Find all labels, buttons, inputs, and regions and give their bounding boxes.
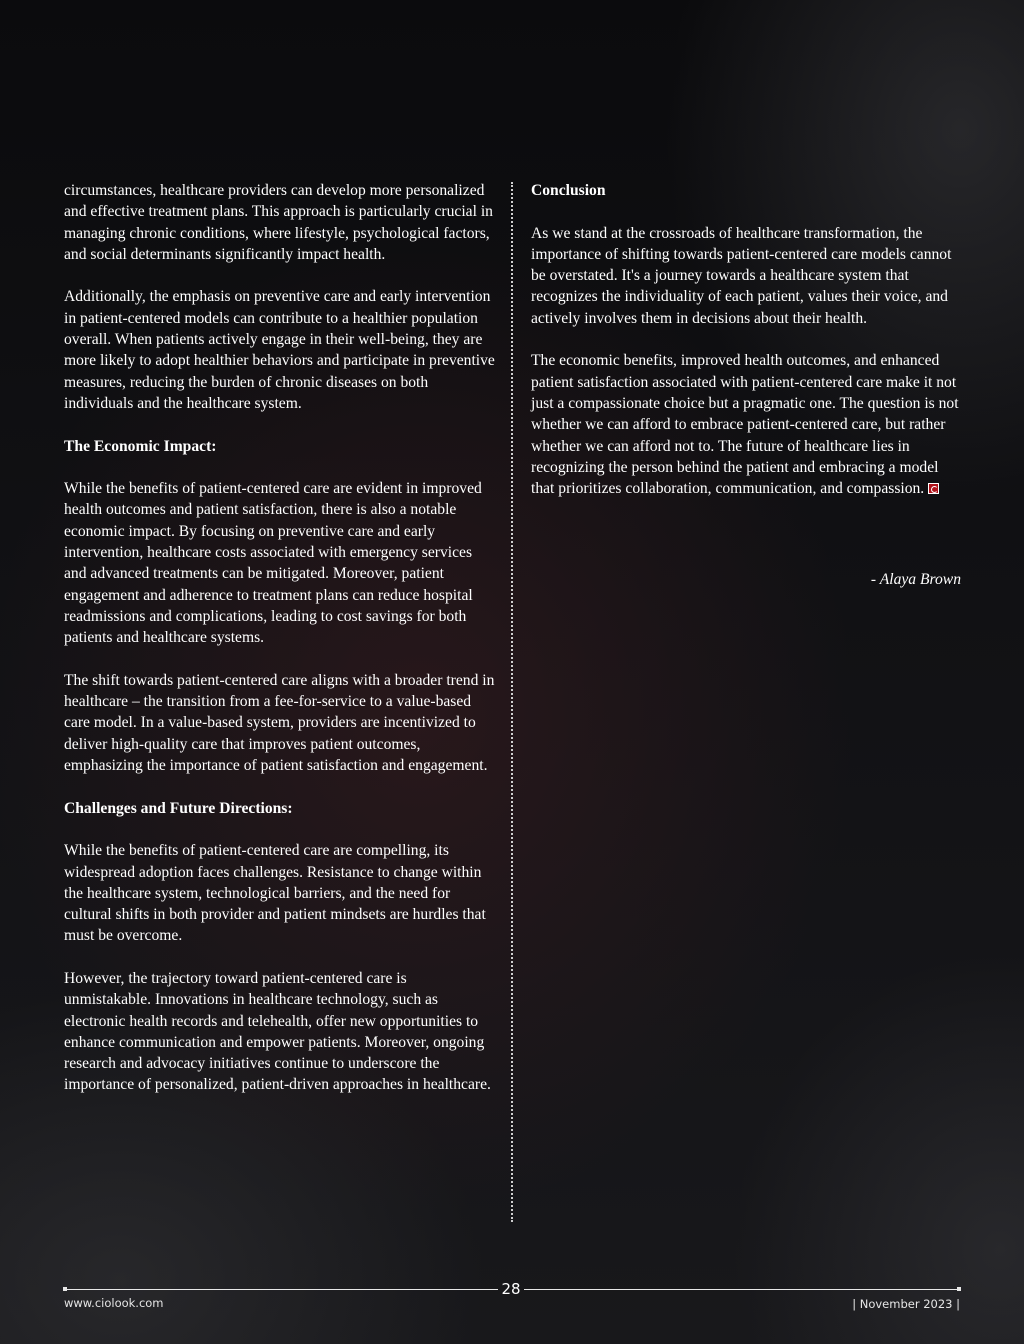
left-article-column bbox=[64, 180, 496, 1117]
article-paragraph: The shift towards patient-centered care aligns with a broader trend in healthcare – the transition from a fee-for-service to a value-based care model. In a value-based system, providers are incentivized to deliver high-quality care that improves patient outcomes, emphasizing the importance of patient satisfaction and engagement. bbox=[64, 671, 495, 775]
section-heading-challenges: Challenges and Future Directions: bbox=[64, 799, 293, 817]
footer-rule-right bbox=[524, 1289, 960, 1290]
article-paragraph: Additionally, the emphasis on preventive care and early intervention in patient-centered models can contribute to a healthier population overall. When patients actively engage in their well-being, they are more likely to adopt healthier behaviors and participate in preventive measures, reducing the burden of chronic diseases on both individuals and the healthcare system. bbox=[64, 288, 495, 412]
section-heading-conclusion: Conclusion bbox=[531, 182, 606, 199]
article-paragraph-final bbox=[531, 350, 961, 499]
author-signature: - Alaya Brown bbox=[870, 571, 961, 588]
footer-website: www.ciolook.com bbox=[64, 1296, 164, 1310]
end-of-article-icon bbox=[928, 483, 939, 494]
section-heading-economic-impact: The Economic Impact: bbox=[64, 437, 217, 455]
article-paragraph: As we stand at the crossroads of healthcare transformation, the importance of shifting towards patient-centered care models cannot be overstated. It's a journey towards a healthcare system that recognizes the individuality of each patient, values their voice, and actively involves them in decisions about their health. bbox=[531, 224, 952, 327]
footer-rule-end-right bbox=[957, 1287, 961, 1291]
article-paragraph: However, the trajectory toward patient-centered care is unmistakable. Innovations in healthcare technology, such as electronic health records and telehealth, offer new opportunities to enhance communication and empower patients. Moreover, ongoing research and advocacy initiatives continue to underscore the importance of personalized, patient-driven approaches in healthcare. bbox=[64, 969, 491, 1094]
article-paragraph: circumstances, healthcare providers can develop more personalized and effective treatment plans. This approach is particularly crucial in managing chronic conditions, where lifestyle, psychological factors, and social determinants significantly impact health. bbox=[64, 182, 493, 263]
article-paragraph: While the benefits of patient-centered care are compelling, its widespread adoption faces challenges. Resistance to change within the healthcare system, technological barriers, and the need for cultural shifts in both provider and patient mindsets are hurdles that must be overcome. bbox=[64, 842, 486, 945]
final-paragraph-text: The economic benefits, improved health outcomes, and enhanced patient satisfaction associated with patient-centered care make it not just a compassionate choice but a pragmatic one. The question is not whether we can afford to embrace patient-centered care, but rather whether we can afford not to. The future of healthcare lies in recognizing the person behind the patient and embracing a model that prioritizes collaboration, communication, and compassion. bbox=[531, 352, 959, 498]
footer-rule-left bbox=[64, 1289, 498, 1290]
footer-issue-date: | November 2023 | bbox=[852, 1297, 960, 1311]
right-article-column bbox=[531, 180, 961, 521]
footer-rule-end-left bbox=[63, 1287, 67, 1291]
page-number: 28 bbox=[501, 1280, 521, 1298]
article-paragraph: While the benefits of patient-centered care are evident in improved health outcomes and patient satisfaction, there is also a notable economic impact. By focusing on preventive care and early intervention, healthcare costs associated with emergency services and advanced treatments can be mitigated. Moreover, patient engagement and adherence to treatment plans can reduce hospital readmissions and complications, leading to cost savings for both patients and healthcare systems. bbox=[64, 480, 482, 647]
column-divider bbox=[511, 182, 513, 1222]
